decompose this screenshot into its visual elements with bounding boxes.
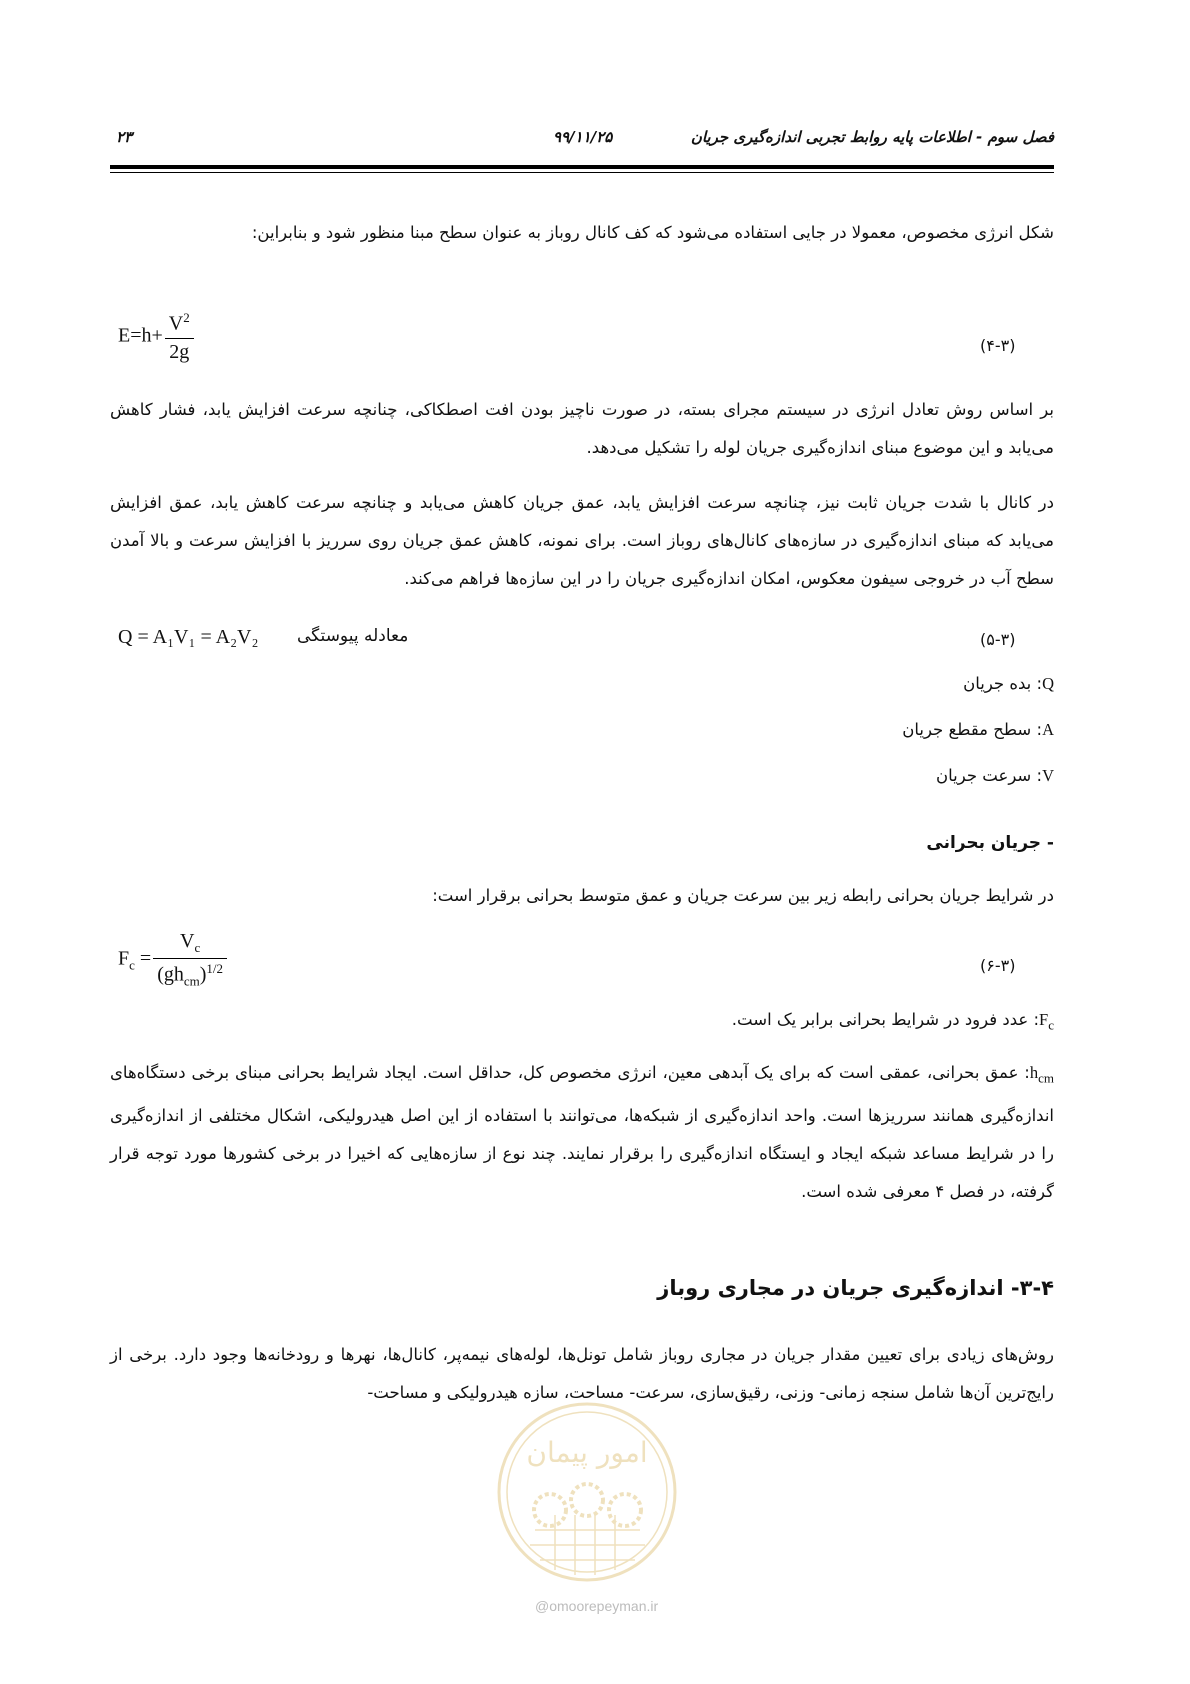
- paragraph-4: در شرایط جریان بحرانی رابطه زیر بین سرعت جریان و عمق متوسط بحرانی برقرار است:: [432, 886, 1054, 905]
- svg-text:امور پیمان: امور پیمان: [526, 1436, 648, 1469]
- running-header-chapter: فصل سوم - اطلاعات پایه روابط تجربی اندازه‌گیری جریان: [690, 128, 1054, 146]
- running-header-date: ۹۹/۱۱/۲۵: [553, 128, 613, 146]
- paragraph-1: شکل انرژی مخصوص، معمولا در جایی استفاده می‌شود که کف کانال روباز به عنوان سطح مبنا منظور شود و بنابراین:: [251, 223, 1054, 242]
- definition-q: Q: بده جریان: [963, 674, 1054, 693]
- equation-number-6-3: (۶-۳): [980, 956, 1016, 975]
- equation-continuity: Q = A₁V₁ = A₂V₂: [118, 626, 259, 648]
- paragraph-3: در کانال با شدت جریان ثابت نیز، چنانچه سرعت افزایش یابد، عمق جریان کاهش می‌یابد و چنانچه سرعت کاهش یابد، عمق افزایش می‌یابد که مبنای اندازه‌گیری در سازه‌های کانال‌های روباز است. برای نمونه، کاهش عمق جریان روی سرریز با افزایش سرعت و بالا آمدن سطح آب در خروجی سیفون معکوس، امکان اندازه‌گیری جریان را در این سازه‌ها فراهم می‌کند.: [110, 493, 1054, 588]
- definition-v: V: سرعت جریان: [936, 766, 1054, 785]
- header-rule-thick: [110, 165, 1054, 169]
- watermark-url: @omoorepeyman.ir: [535, 1598, 659, 1614]
- paragraph-2: بر اساس روش تعادل انرژی در سیستم مجرای بسته، در صورت ناچیز بودن افت اصطکاکی، چنانچه سرعت افزایش یابد، فشار کاهش می‌یابد و این موضوع مبنای اندازه‌گیری جریان لوله را تشکیل می‌دهد.: [110, 400, 1054, 457]
- equation-froude: $F_c$ = $\frac{V_c}{(gh_{cm})^{1/2}}$: [118, 930, 229, 990]
- header-rule-thin: [110, 172, 1054, 173]
- equation-energy: E=h+ $\frac{V^2}{2g}$: [118, 310, 196, 364]
- equation-number-5-3: (۵-۳): [980, 630, 1016, 649]
- definition-a: A: سطح مقطع جریان: [902, 720, 1054, 739]
- watermark-emblem: [495, 1400, 680, 1585]
- subheading-critical-flow: - جریان بحرانی: [926, 833, 1054, 853]
- paragraph-6: روش‌های زیادی برای تعیین مقدار جریان در مجاری روباز شامل تونل‌ها، لوله‌های نیمه‌پر، کانال‌ها، نهرها و رودخانه‌ها وجود دارد. برخی از رایج‌ترین آن‌ها شامل سنجه زمانی- وزنی، رقیق‌سازی، سرعت- مساحت، سازه هیدرولیکی و مساحت-: [110, 1345, 1054, 1402]
- page-number: ۲۳: [116, 128, 133, 146]
- paragraph-5: $h_{cm}$: عمق بحرانی، عمقی است که برای یک آبدهی معین، انرژی مخصوص کل، حداقل است. ایجاد شرایط بحرانی مبنای برخی دستگاه‌های اندازه‌گیری همانند سرریزها است. واحد اندازه‌گیری از شبکه‌ها، می‌توانند با استفاده از این اصل هیدرولیکی، اشکال مختلفی از اندازه‌گیری را در شرایط مساعد شبکه ایجاد و ایستگاه اندازه‌گیری را برقرار نمایند. چند نوع از سازه‌هایی که اخیرا در برخی کشورها مورد توجه قرار گرفته، در فصل ۴ معرفی شده است.: [110, 1063, 1054, 1202]
- equation-number-4-3: (۴-۳): [980, 336, 1016, 355]
- definition-fc: $F_c$: عدد فرود در شرایط بحرانی برابر یک است.: [731, 1010, 1054, 1033]
- section-title-3-4: ۳-۴- اندازه‌گیری جریان در مجاری روباز: [657, 1276, 1054, 1300]
- equation-label-continuity: معادله پیوستگی: [297, 626, 409, 646]
